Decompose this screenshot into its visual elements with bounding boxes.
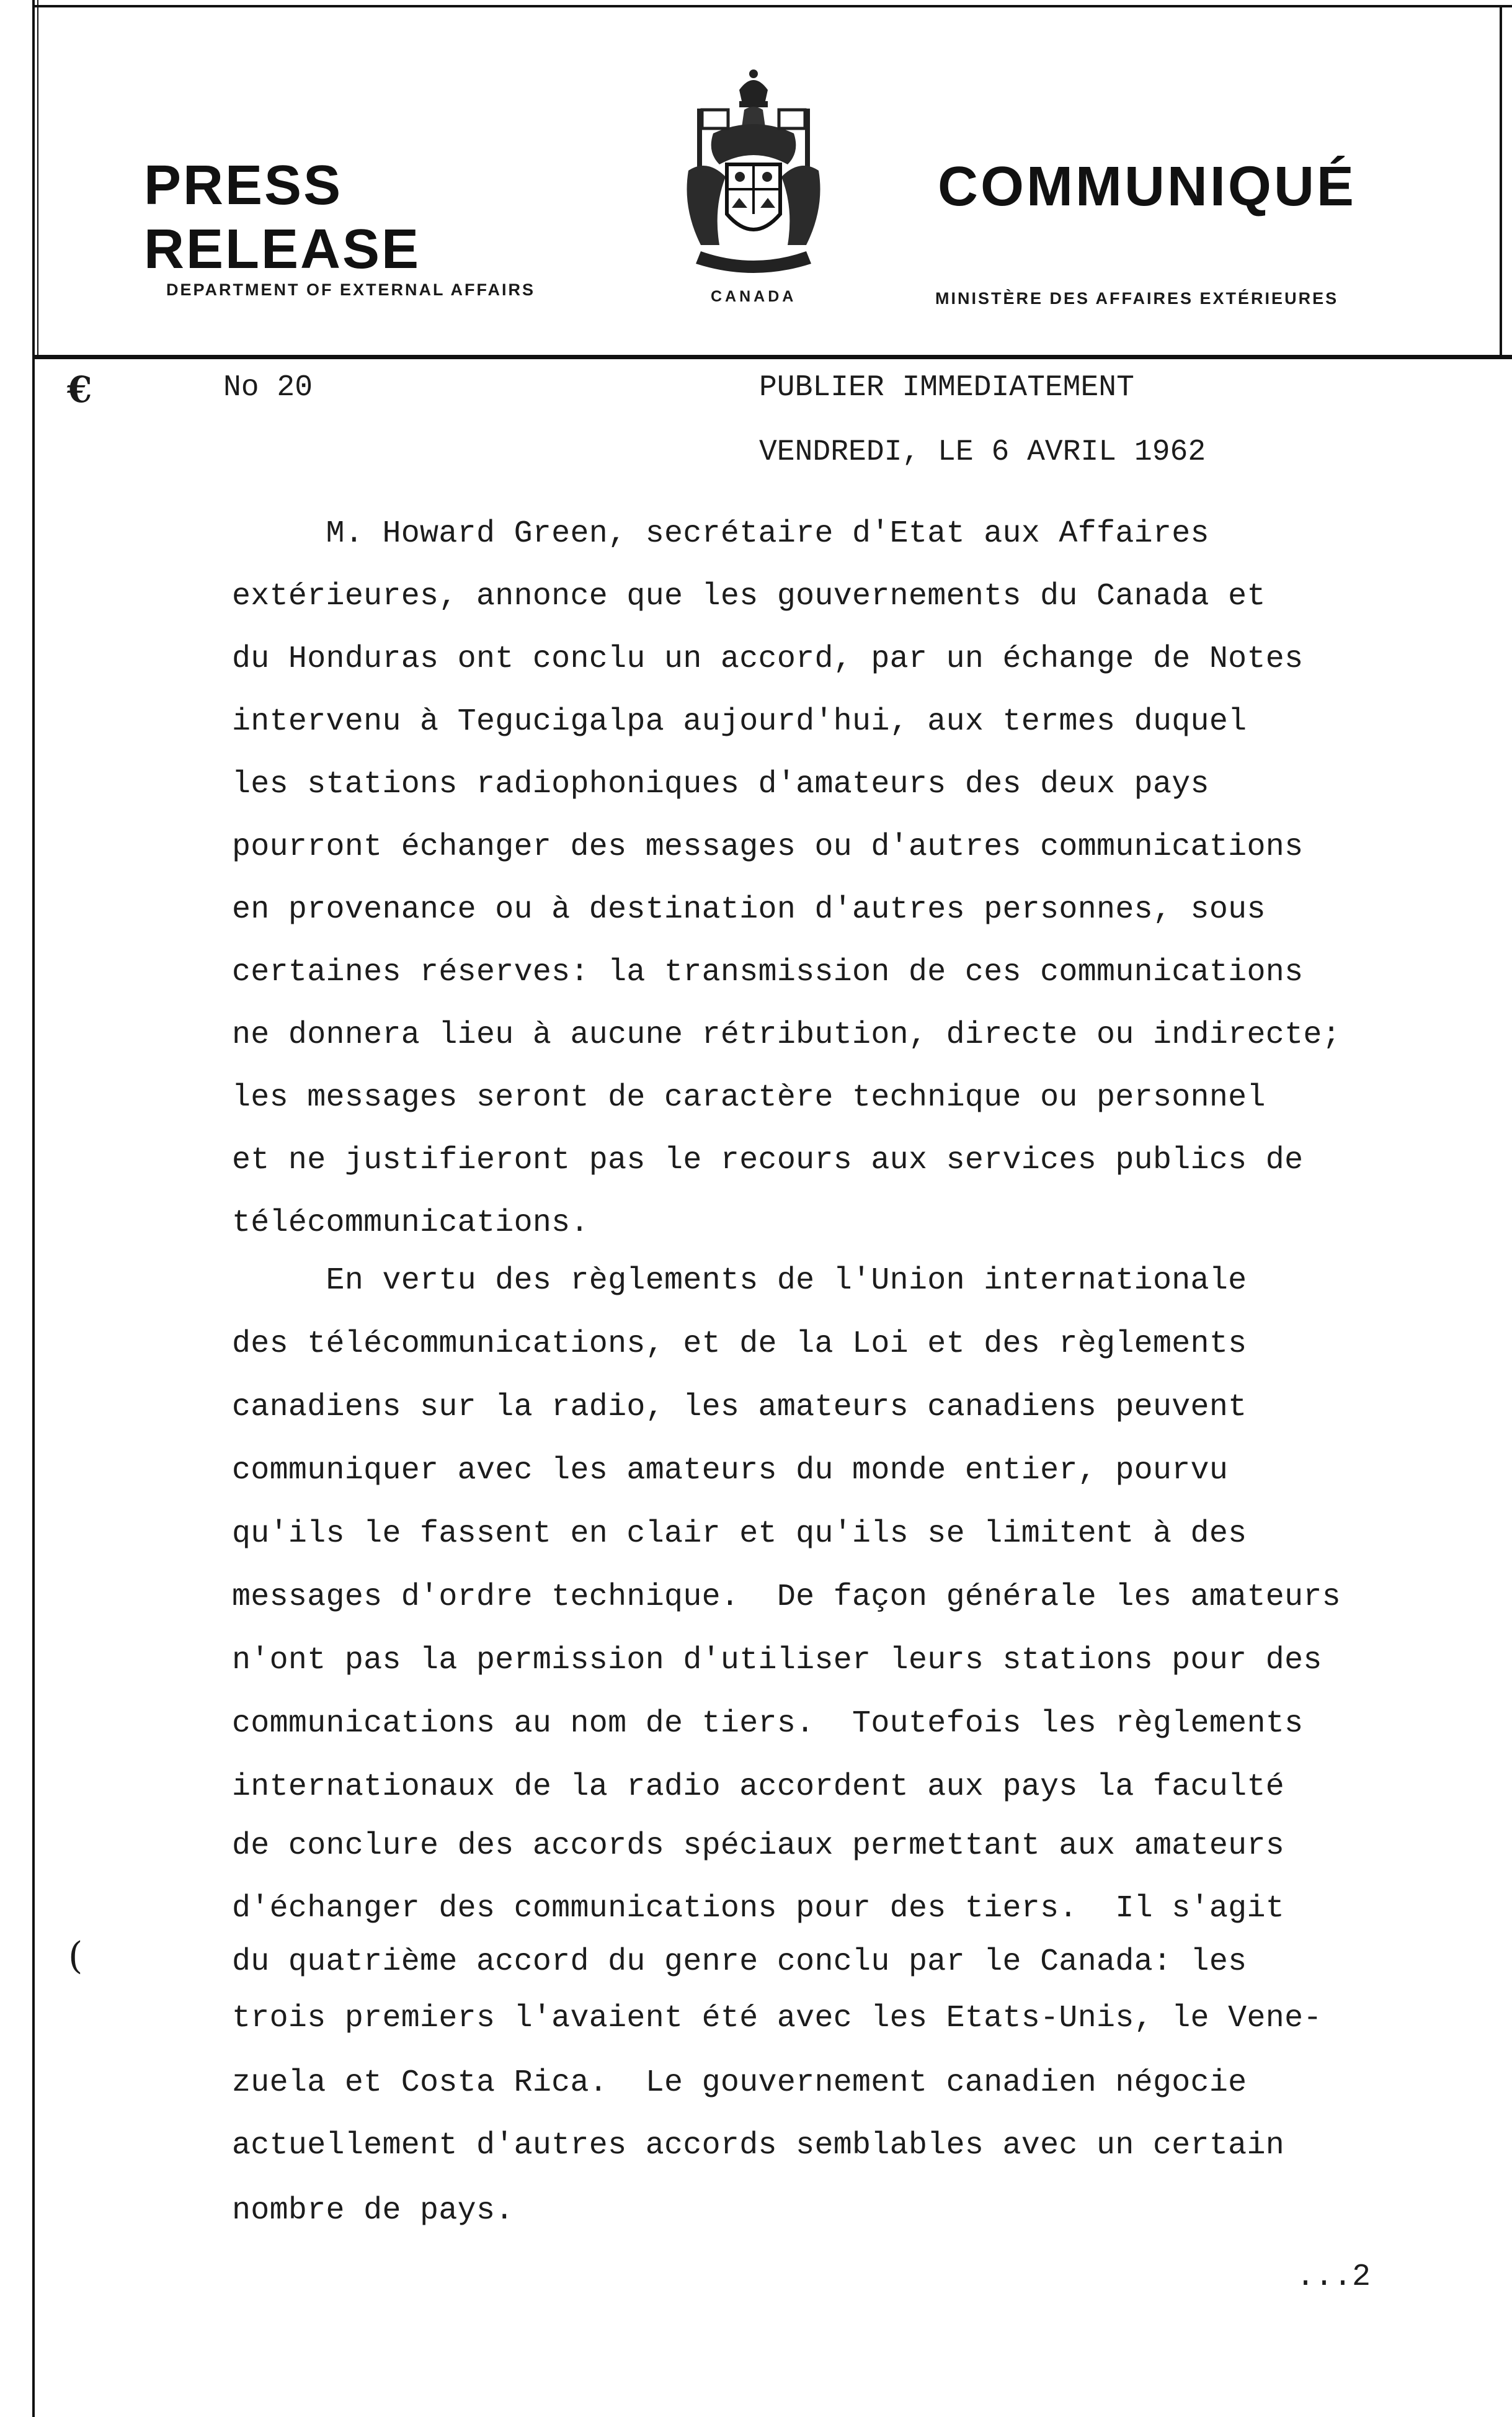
- release-status: PUBLIER IMMEDIATEMENT: [759, 371, 1134, 404]
- header-divider-rule: [35, 355, 1512, 359]
- left-margin-rule: [32, 0, 35, 2417]
- communique-title: COMMUNIQUÉ: [938, 156, 1356, 218]
- body-line: les stations radiophoniques d'amateurs des deux pays: [232, 767, 1209, 802]
- body-line: qu'ils le fassent en clair et qu'ils se limitent à des: [232, 1516, 1247, 1552]
- body-line: canadiens sur la radio, les amateurs canadiens peuvent: [232, 1390, 1247, 1425]
- body-line: messages d'ordre technique. De façon générale les amateurs: [232, 1579, 1341, 1615]
- right-border-rule: [1500, 5, 1502, 355]
- body-line: en provenance ou à destination d'autres personnes, sous: [232, 892, 1266, 927]
- body-line: communiquer avec les amateurs du monde entier, pourvu: [232, 1453, 1229, 1488]
- body-line: d'échanger des communications pour des tiers. Il s'agit: [232, 1891, 1285, 1926]
- body-line: du Honduras ont conclu un accord, par un échange de Notes: [232, 641, 1304, 677]
- left-margin-rule-inner: [37, 0, 38, 357]
- press-release-title: PRESS RELEASE: [144, 154, 421, 280]
- body-line: intervenu à Tegucigalpa aujourd'hui, aux termes duquel: [232, 704, 1247, 739]
- body-line: les messages seront de caractère technique ou personnel: [232, 1080, 1266, 1115]
- body-line: En vertu des règlements de l'Union internationale: [232, 1263, 1247, 1298]
- body-line: zuela et Costa Rica. Le gouvernement canadien négocie: [232, 2065, 1247, 2101]
- body-line: télécommunications.: [232, 1205, 589, 1241]
- coat-of-arms-icon: [670, 65, 837, 282]
- page-continuation: ...2: [1296, 2259, 1371, 2295]
- body-line: du quatrième accord du genre conclu par le Canada: les: [232, 1944, 1247, 1980]
- body-line: nombre de pays.: [232, 2193, 514, 2228]
- body-line: certaines réserves: la transmission de ces communications: [232, 955, 1304, 990]
- body-line: communications au nom de tiers. Toutefois les règlements: [232, 1706, 1304, 1741]
- body-line: M. Howard Green, secrétaire d'Etat aux Affaires: [232, 516, 1209, 552]
- canada-label: CANADA: [711, 288, 797, 305]
- body-line: pourront échanger des messages ou d'autres communications: [232, 829, 1304, 865]
- body-line: des télécommunications, et de la Loi et des règlements: [232, 1326, 1247, 1362]
- body-line: de conclure des accords spéciaux permettant aux amateurs: [232, 1828, 1285, 1864]
- body-line: et ne justifieront pas le recours aux services publics de: [232, 1143, 1304, 1178]
- body-line: extérieures, annonce que les gouvernements du Canada et: [232, 579, 1266, 614]
- department-name-english: DEPARTMENT OF EXTERNAL AFFAIRS: [166, 280, 536, 299]
- body-line: ne donnera lieu à aucune rétribution, directe ou indirecte;: [232, 1017, 1341, 1053]
- margin-mark-bottom: (: [68, 1934, 83, 1978]
- release-number: No 20: [223, 371, 313, 404]
- body-line: internationaux de la radio accordent aux pays la faculté: [232, 1769, 1285, 1805]
- margin-mark-top: €: [67, 369, 92, 411]
- body-line: trois premiers l'avaient été avec les Etats-Unis, le Vene-: [232, 2001, 1322, 2036]
- body-line: actuellement d'autres accords semblables avec un certain: [232, 2128, 1285, 2163]
- top-border-rule: [32, 5, 1512, 7]
- department-name-french: MINISTÈRE DES AFFAIRES EXTÉRIEURES: [935, 289, 1339, 308]
- body-line: n'ont pas la permission d'utiliser leurs stations pour des: [232, 1643, 1322, 1678]
- release-date: VENDREDI, LE 6 AVRIL 1962: [759, 436, 1206, 469]
